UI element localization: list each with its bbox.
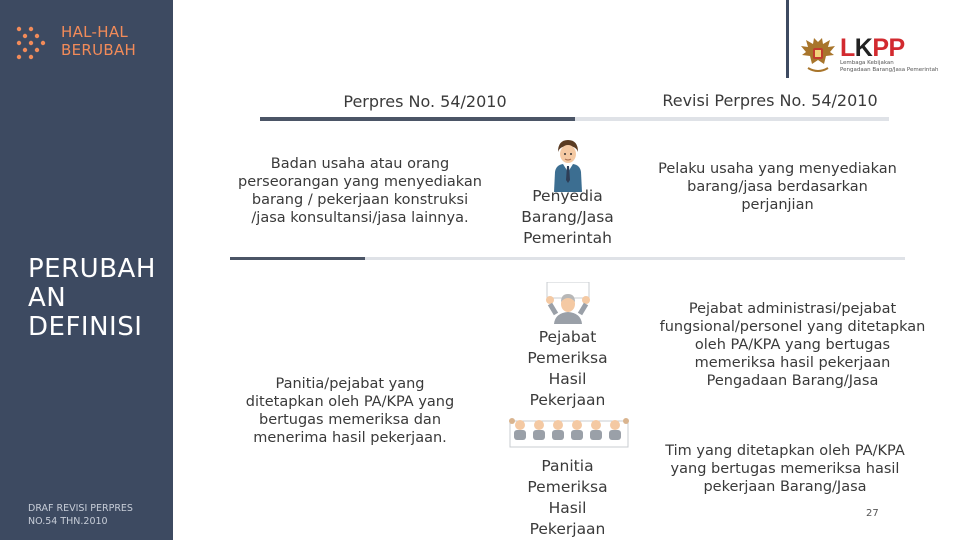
text-line: bertugas memeriksa dan <box>258 412 442 428</box>
text-line: Pejabat administrasi/pejabat <box>688 301 897 317</box>
sidebar <box>0 0 173 540</box>
old-definition-penyedia <box>225 155 495 227</box>
text-line: fungsional/personel yang ditetapkan <box>659 319 926 335</box>
logo-letters-pp: PP <box>872 34 905 62</box>
text-line: Pemeriksa <box>527 349 608 367</box>
dots-logo-icon <box>16 26 46 60</box>
text-line: barang/jasa berdasarkan <box>687 179 868 195</box>
text-line: yang bertugas memeriksa hasil <box>670 461 900 477</box>
term-penyedia <box>505 186 630 249</box>
text-line: Pelaku usaha yang menyediakan <box>658 161 897 177</box>
text-line: pekerjaan Barang/Jasa <box>703 479 867 495</box>
new-definition-pejabat <box>640 300 945 390</box>
section-title-line2: AN <box>28 283 67 313</box>
sidebar-title-line2: BERUBAH <box>61 41 137 59</box>
text-line: perjanjian <box>741 197 814 213</box>
text-line: ditetapkan oleh PA/KPA yang <box>245 394 455 410</box>
text-line: Tim yang ditetapkan oleh PA/KPA <box>665 443 905 459</box>
sidebar-title <box>61 23 136 59</box>
logo-subtitle <box>840 60 938 74</box>
lkpp-logo <box>840 34 905 63</box>
text-line: barang / pekerjaan konstruksi <box>251 192 469 208</box>
logo-subtitle-line2: Pengadaan Barang/Jasa Pemerintah <box>840 67 939 73</box>
old-definition-panitia <box>220 375 480 447</box>
text-line: Badan usaha atau orang <box>270 156 450 172</box>
footer-note-line2: NO.54 THN.2010 <box>28 516 108 527</box>
text-line: Pekerjaan <box>529 391 606 409</box>
text-line: Pejabat <box>538 328 597 346</box>
page-number: 27 <box>866 508 879 519</box>
text-line: Pekerjaan <box>529 520 606 538</box>
text-line: Hasil <box>548 370 587 388</box>
text-line: memeriksa hasil pekerjaan <box>694 355 891 371</box>
term-panitia-pemeriksa <box>505 456 630 540</box>
garuda-emblem-icon <box>800 36 836 76</box>
text-line: menerima hasil pekerjaan. <box>253 430 447 446</box>
row-divider-left <box>230 257 365 260</box>
row-divider-right <box>365 257 905 260</box>
footer-note <box>28 502 133 528</box>
text-line: Penyedia <box>532 187 603 205</box>
businessman-icon <box>550 138 586 192</box>
new-definition-penyedia <box>640 160 915 214</box>
text-line: Panitia <box>541 457 594 475</box>
text-line: /jasa konsultansi/jasa lainnya. <box>251 210 469 226</box>
logo-letter-k: K <box>854 34 873 62</box>
header-old-regulation: Perpres No. 54/2010 <box>343 92 507 111</box>
header-revised-regulation: Revisi Perpres No. 54/2010 <box>662 91 878 110</box>
text-line: perseorangan yang menyediakan <box>238 174 482 190</box>
text-line: Pemerintah <box>523 229 612 247</box>
text-line: Pemeriksa <box>527 478 608 496</box>
logo-letter-l: L <box>840 34 855 62</box>
section-title-line3: DEFINISI <box>28 312 143 342</box>
footer-note-line1: DRAF REVISI PERPRES <box>28 503 133 514</box>
sidebar-title-line1: HAL-HAL <box>61 23 129 41</box>
header-rule-right <box>575 117 889 121</box>
term-pejabat-pemeriksa <box>505 327 630 411</box>
section-title <box>28 255 156 342</box>
text-line: oleh PA/KPA yang bertugas <box>694 337 891 353</box>
text-line: Barang/Jasa <box>521 208 614 226</box>
section-title-line1: PERUBAH <box>28 254 156 284</box>
header-divider <box>786 0 789 78</box>
logo-subtitle-line1: Lembaga Kebijakan <box>840 60 894 66</box>
text-line: Pengadaan Barang/Jasa <box>706 373 879 389</box>
group-holding-board-icon <box>508 413 630 455</box>
person-holding-board-icon <box>542 282 594 324</box>
text-line: Panitia/pejabat yang <box>275 376 425 392</box>
new-definition-tim <box>645 442 925 496</box>
text-line: Hasil <box>548 499 587 517</box>
header-rule-left <box>260 117 575 121</box>
